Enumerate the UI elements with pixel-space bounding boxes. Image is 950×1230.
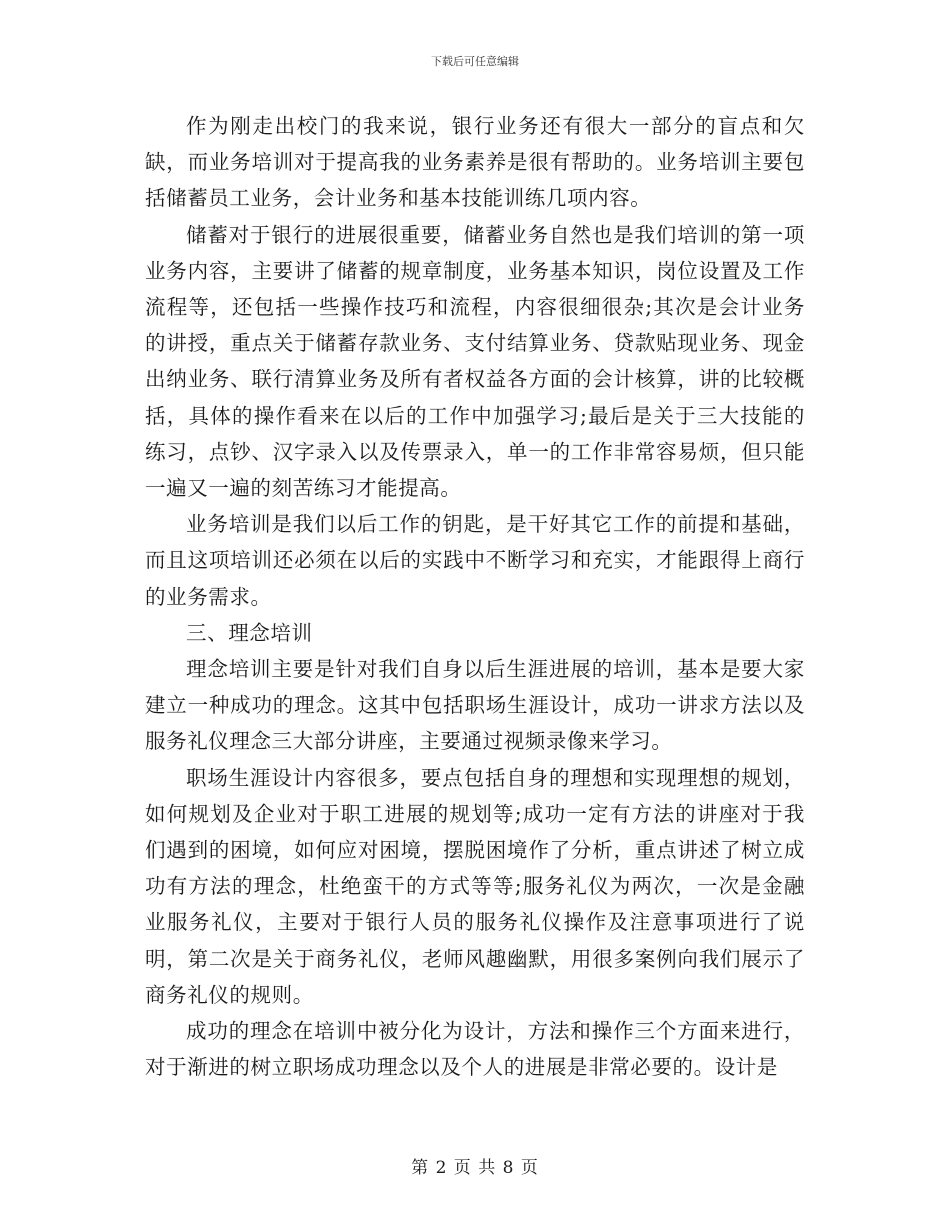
paragraph-concept-training: 理念培训主要是针对我们自身以后生涯进展的培训，基本是要大家建立一种成功的理念。这其中包括职场生涯设计，成功一讲求方法以及服务礼仪理念三大部分讲座，主要通过视频录像来学习。: [145, 657, 805, 754]
paragraph-savings: 储蓄对于银行的进展很重要，储蓄业务自然也是我们培训的第一项业务内容，主要讲了储蓄的规章制度，业务基本知识，岗位设置及工作流程等，还包括一些操作技巧和流程，内容很细很杂;其次是会计业务的讲授，重点关于储蓄存款业务、支付结算业务、贷款贴现业务、现金出纳业务、联行清算业务及所有者权益各方面的会计核算，讲的比较概括，具体的操作看来在以后的工作中加强学习;最后是关于三大技能的练习，点钞、汉字录入以及传票录入，单一的工作非常容易烦，但只能一遍又一遍的刻苦练习才能提高。: [145, 222, 805, 501]
document-body: [145, 108, 805, 1085]
paragraph-business-training: 业务培训是我们以后工作的钥匙，是干好其它工作的前提和基础，而且这项培训还必须在以后的实践中不断学习和充实，才能跟得上商行的业务需求。: [145, 512, 805, 609]
header-note: 下载后可任意编辑: [431, 55, 519, 68]
paragraph-intro: 作为刚走出校门的我来说，银行业务还有很大一部分的盲点和欠缺，而业务培训对于提高我的业务素养是很有帮助的。业务培训主要包括储蓄员工业务，会计业务和基本技能训练几项内容。: [145, 114, 805, 211]
paragraph-success-concept: 成功的理念在培训中被分化为设计，方法和操作三个方面来进行，对于渐进的树立职场成功理念以及个人的进展是非常必要的。设计是: [145, 1019, 805, 1080]
section-heading: 三、理念培训: [186, 620, 313, 645]
page-number: 第 2 页 共 8 页: [411, 1158, 539, 1178]
paragraph-career-design: 职场生涯设计内容很多，要点包括自身的理想和实现理想的规划，如何规划及企业对于职工进展的规划等;成功一定有方法的讲座对于我们遇到的困境，如何应对困境，摆脱困境作了分析，重点讲述了树立成功有方法的理念，杜绝蛮干的方式等等;服务礼仪为两次，一次是金融业服务礼仪，主要对于银行人员的服务礼仪操作及注意事项进行了说明，第二次是关于商务礼仪，老师风趣幽默，用很多案例向我们展示了商务礼仪的规则。: [145, 765, 805, 1007]
